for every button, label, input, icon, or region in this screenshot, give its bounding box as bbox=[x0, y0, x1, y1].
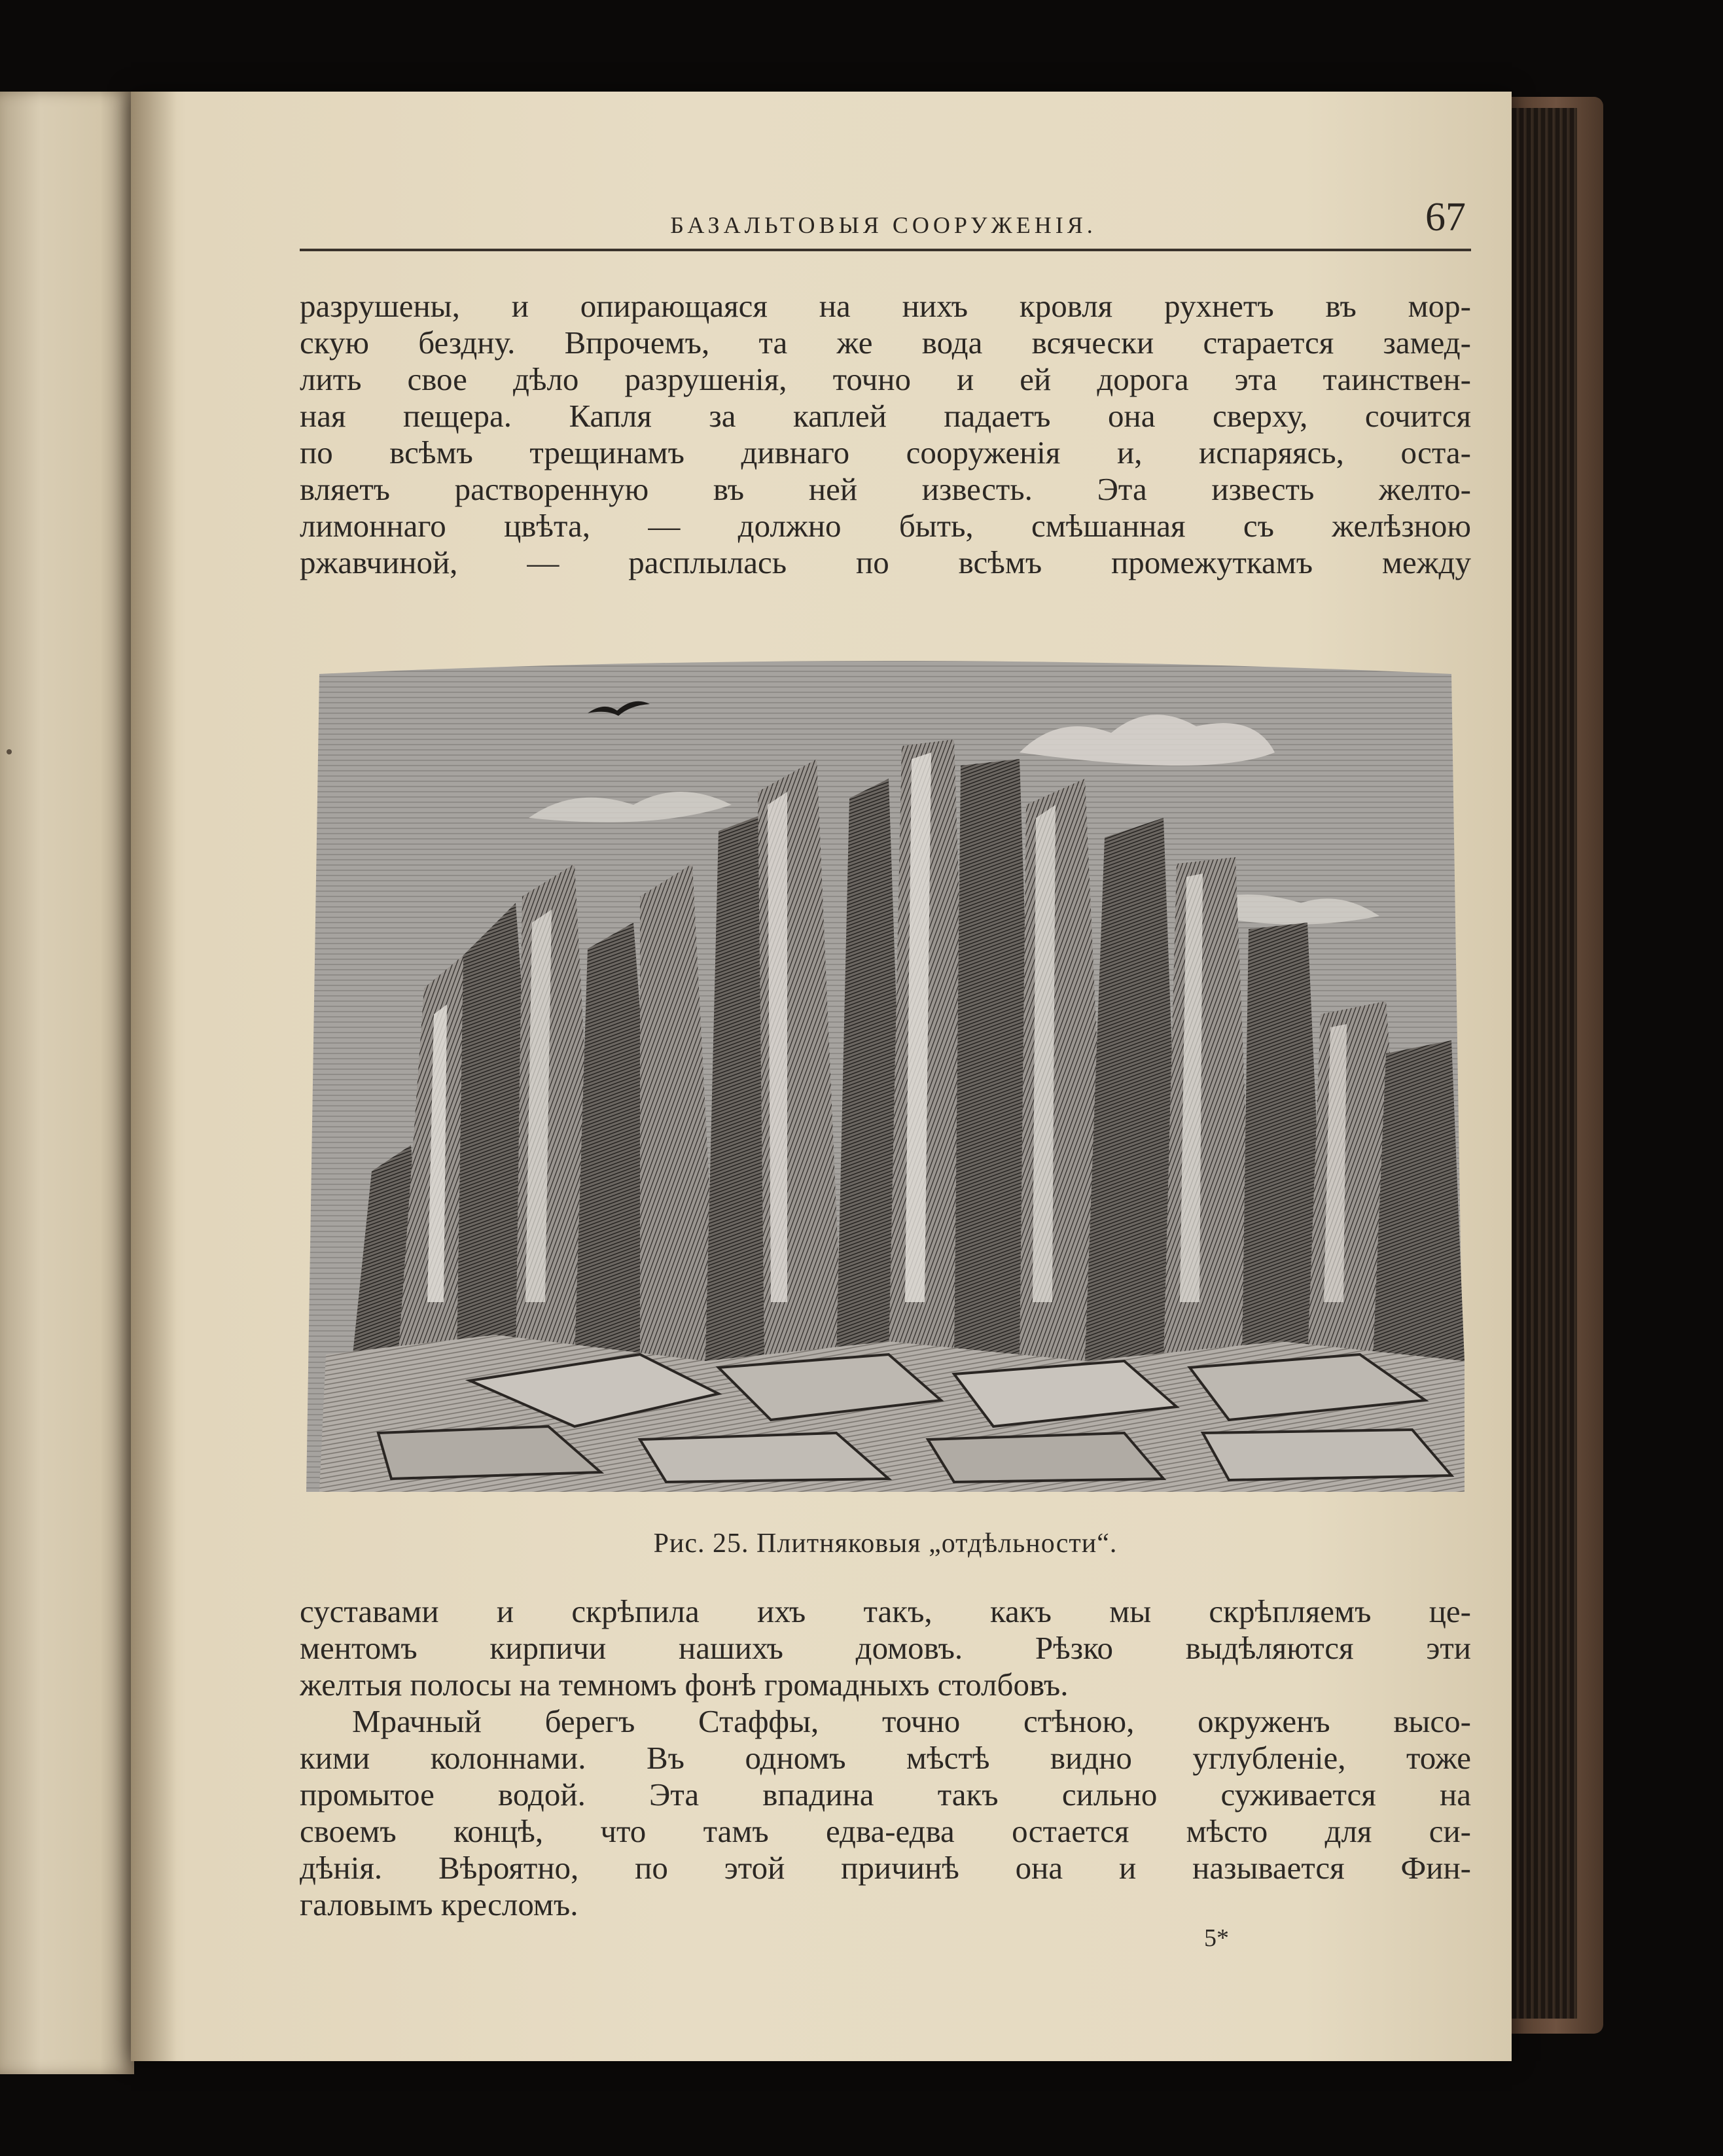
figure-caption: Рис. 25. Плитняковыя „отдѣльности“. bbox=[653, 1529, 1118, 1559]
text-line: галовымъ кресломъ. bbox=[300, 1886, 578, 1922]
text-line: своемъ концѣ, что тамъ едва-едва остается мѣсто для си- bbox=[300, 1813, 1471, 1849]
header-rule bbox=[300, 249, 1471, 251]
text-line: вляетъ растворенную въ ней известь. Эта известь желто- bbox=[300, 471, 1471, 507]
running-title: БАЗАЛЬТОВЫЯ СООРУЖЕНІЯ. bbox=[670, 212, 1097, 238]
text-line: ная пещера. Капля за каплей падаетъ она сверху, сочится bbox=[300, 398, 1471, 434]
text-line: разрушены, и опирающаяся на нихъ кровля рухнетъ въ мор- bbox=[300, 288, 1471, 324]
book-page bbox=[131, 92, 1512, 2061]
text-line: Мрачный берегъ Стаффы, точно стѣною, окруженъ высо- bbox=[352, 1703, 1471, 1739]
facing-page-edge bbox=[0, 92, 134, 2074]
text-line: лить свое дѣло разрушенія, точно и ей дорога эта таинствен- bbox=[300, 361, 1471, 397]
text-line: кими колоннами. Въ одномъ мѣстѣ видно углубленіе, тоже bbox=[300, 1740, 1471, 1776]
signature-mark: 5* bbox=[1204, 1924, 1229, 1952]
paper-speck bbox=[7, 749, 12, 754]
running-head bbox=[301, 195, 1466, 265]
text-line: скую бездну. Впрочемъ, та же вода всячески старается замед- bbox=[300, 325, 1471, 361]
page-number: 67 bbox=[1425, 195, 1466, 239]
paragraph-continued bbox=[300, 1593, 1471, 1703]
page-edges bbox=[1505, 108, 1577, 2019]
gutter-shadow bbox=[131, 92, 177, 2061]
text-line: желтыя полосы на темномъ фонѣ громадныхъ столбовъ. bbox=[300, 1667, 1069, 1703]
text-line: лимоннаго цвѣта, — должно быть, смѣшанная съ желѣзною bbox=[300, 508, 1471, 544]
text-line: ментомъ кирпичи нашихъ домовъ. Рѣзко выдѣляются эти bbox=[300, 1630, 1471, 1666]
text-line: по всѣмъ трещинамъ дивнаго сооруженія и, испаряясь, оста- bbox=[300, 434, 1471, 470]
text-line: ржавчиной, — расплылась по всѣмъ промежуткамъ между bbox=[300, 544, 1471, 580]
engraving-illustration bbox=[300, 648, 1471, 1518]
engraving-basalt-columns bbox=[300, 648, 1471, 1534]
text-line: промытое водой. Эта впадина такъ сильно суживается на bbox=[300, 1776, 1471, 1812]
paragraph-top bbox=[300, 288, 1471, 581]
foreground-slabs bbox=[319, 1335, 1465, 1492]
text-line: суставами и скрѣпила ихъ такъ, какъ мы скрѣпляемъ це- bbox=[300, 1593, 1471, 1629]
text-line: дѣнія. Вѣроятно, по этой причинѣ она и называется Фин- bbox=[300, 1850, 1471, 1886]
paragraph-fingal bbox=[300, 1703, 1471, 1923]
